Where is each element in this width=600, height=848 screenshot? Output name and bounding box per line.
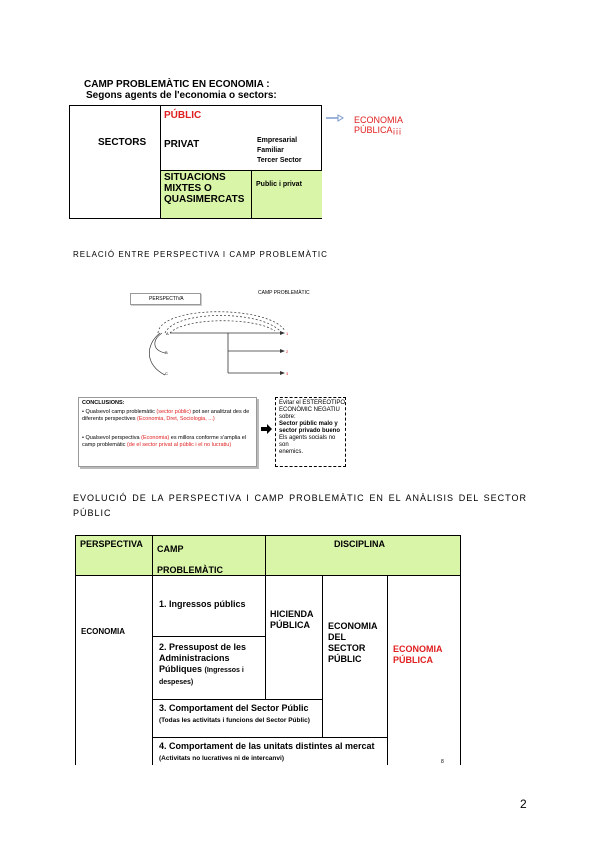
svg-text:2: 2	[286, 349, 289, 354]
sectors-label: SECTORS	[98, 137, 147, 148]
row-economia: ECONOMIA	[81, 627, 125, 636]
svg-text:3: 3	[286, 371, 289, 376]
svg-text:C: C	[165, 371, 168, 376]
svg-text:1: 1	[286, 331, 289, 336]
evolucio-table	[75, 535, 462, 765]
page-number: 2	[520, 797, 527, 811]
camp-label: CAMP PROBLEMÀTIC	[258, 290, 310, 296]
economia-sector-public: ECONOMIA DEL SECTOR PÚBLIC	[328, 621, 378, 664]
camp-subtitle: Segons agents de l'economia o sectors:	[86, 90, 277, 101]
svg-text:A: A	[166, 331, 169, 336]
camp-title: CAMP PROBLEMÀTIC EN ECONOMIA :	[84, 79, 270, 90]
economia-publica-target: ECONOMIA PÚBLICA¡¡¡	[354, 115, 404, 135]
sectors-table	[69, 105, 322, 219]
item-1: 1. Ingressos públics	[159, 599, 246, 609]
privat-items: Empresarial Familiar Tercer Sector	[257, 137, 302, 164]
economia-publica-cell: ECONOMIA PÚBLICA	[393, 644, 443, 665]
col-camp: CAMP PROBLEMÀTIC	[157, 544, 223, 575]
small-mark: 8	[441, 759, 444, 765]
public-i-privat: Public i privat	[256, 181, 302, 188]
sector-mixtes: SITUACIONS MIXTES O QUASIMERCATS	[164, 172, 245, 205]
sector-privat: PRIVAT	[164, 139, 200, 150]
arrow-right-icon	[261, 424, 273, 434]
hacienda-publica: HICIENDA PÚBLICA	[270, 609, 314, 630]
public-privat-cell	[252, 171, 322, 218]
col-disciplina: DISCIPLINA	[334, 539, 386, 549]
conclusions-box: CONCLUSIONS: • Qualsevol camp problemàtic (sector públic) pot ser analitzat des de diferents perspectives (Economia, Dret, Sociologia, ...) • Qualsevol perspectiva (Economia) es millora conforme s'amplia el camp problemàtic (de el sector privat al públic i el no lucratiu)	[78, 397, 257, 467]
arrow-icon	[325, 113, 345, 123]
estereotipo-box: Evitar el ESTEREOTIPO ECONÒMIC NEGATIU sobre: Sector públic malo y sector privado bueno Els agents socials no son enemics.	[275, 397, 346, 467]
item-4: 4. Comportament de las unitats distintes al mercat (Activitats no lucratives ni de intercanvi)	[159, 741, 375, 762]
svg-text:B: B	[165, 350, 168, 355]
item-2: 2. Pressupost de les Administracions Públiques (Ingressos i despeses)	[159, 642, 247, 686]
relacio-heading: RELACIÓ ENTRE PERSPECTIVA I CAMP PROBLEMÀTIC	[73, 250, 328, 259]
evolucio-heading: EVOLUCIÓ DE LA PERSPECTIVA I CAMP PROBLEMÀTIC EN EL ANÀLISIS DEL SECTOR PÚBLIC	[73, 493, 527, 518]
perspective-diagram	[140, 305, 300, 385]
item-3: 3. Comportament del Sector Públic (Todas les activitats i funcions del Sector Públic)	[159, 703, 310, 724]
sector-public: PÚBLIC	[164, 110, 202, 121]
perspectiva-box: PERSPECTIVA	[130, 293, 201, 305]
col-perspectiva: PERSPECTIVA	[80, 539, 143, 549]
